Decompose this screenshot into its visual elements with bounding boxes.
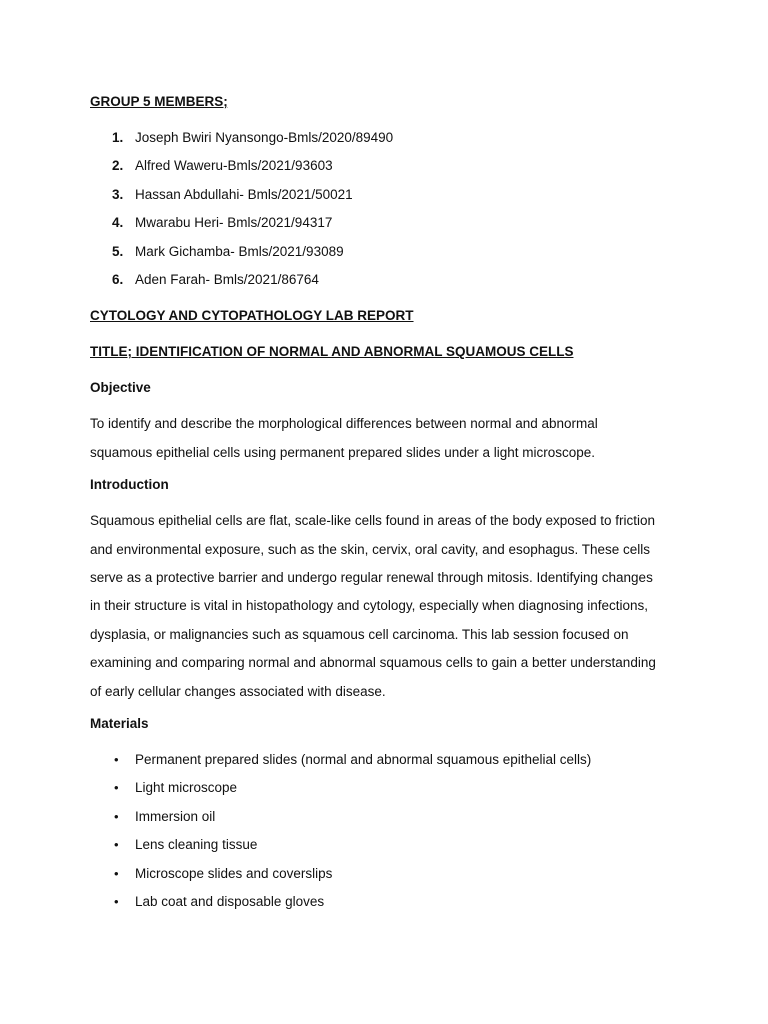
list-number: 2.: [112, 158, 124, 174]
introduction-heading: Introduction: [90, 477, 169, 493]
list-item: [90, 807, 680, 835]
member-text: Aden Farah- Bmls/2021/86764: [135, 271, 319, 287]
materials-list: [90, 750, 680, 920]
list-item: [90, 835, 680, 863]
objective-heading: Objective: [90, 380, 151, 396]
objective-paragraph: [90, 410, 680, 467]
member-text: Mark Gichamba- Bmls/2021/93089: [135, 243, 344, 259]
materials-heading: Materials: [90, 716, 149, 731]
list-number: 5.: [112, 243, 124, 259]
list-number: 6.: [112, 271, 124, 287]
paragraph-line: and environmental exposure, such as the skin, cervix, oral cavity, and esophagus. These cells: [90, 541, 651, 557]
paragraph-line: To identify and describe the morphological differences between normal and abnormal: [90, 416, 598, 432]
members-list: [90, 128, 680, 298]
bullet-icon: •: [114, 808, 119, 824]
list-number: 3.: [112, 186, 124, 202]
list-number: 4.: [112, 215, 124, 231]
paragraph-line: Squamous epithelial cells are flat, scale-like cells found in areas of the body exposed to friction: [90, 513, 656, 529]
list-item: [90, 213, 680, 241]
list-item: [90, 242, 680, 270]
list-item: [90, 128, 680, 156]
list-number: 1.: [112, 130, 124, 145]
paragraph-line: serve as a protective barrier and undergo regular renewal through mitosis. Identifying changes: [90, 569, 653, 585]
material-text: Lab coat and disposable gloves: [135, 893, 325, 909]
group-heading: GROUP 5 MEMBERS;: [90, 94, 228, 109]
material-text: Light microscope: [135, 780, 238, 796]
list-item: [90, 156, 680, 184]
paragraph-line: squamous epithelial cells using permanent prepared slides under a light microscope.: [90, 444, 596, 460]
list-item: [90, 270, 680, 298]
bullet-icon: •: [114, 837, 119, 853]
bullet-icon: •: [114, 865, 119, 881]
member-text: Mwarabu Heri- Bmls/2021/94317: [135, 215, 333, 231]
introduction-paragraph: [90, 507, 680, 706]
list-item: [90, 892, 680, 920]
bullet-icon: •: [114, 780, 119, 796]
material-text: Immersion oil: [135, 808, 216, 824]
list-item: [90, 778, 680, 806]
list-item: [90, 185, 680, 213]
report-title: CYTOLOGY AND CYTOPATHOLOGY LAB REPORT: [90, 308, 414, 324]
list-item: [90, 750, 680, 778]
list-item: [90, 864, 680, 892]
material-text: Permanent prepared slides (normal and abnormal squamous epithelial cells): [135, 752, 592, 767]
bullet-icon: •: [114, 893, 119, 909]
member-text: Alfred Waweru-Bmls/2021/93603: [135, 158, 333, 174]
paragraph-line: examining and comparing normal and abnormal squamous cells to gain a better understanding: [90, 655, 656, 671]
paragraph-line: in their structure is vital in histopathology and cytology, especially when diagnosing infections,: [90, 598, 649, 614]
member-text: Joseph Bwiri Nyansongo-Bmls/2020/89490: [135, 130, 394, 145]
paragraph-line: dysplasia, or malignancies such as squamous cell carcinoma. This lab session focused on: [90, 626, 629, 642]
material-text: Microscope slides and coverslips: [135, 865, 333, 881]
document-content: [90, 92, 680, 920]
title-heading: TITLE; IDENTIFICATION OF NORMAL AND ABNORMAL SQUAMOUS CELLS: [90, 344, 574, 360]
member-text: Hassan Abdullahi- Bmls/2021/50021: [135, 186, 353, 202]
paragraph-line: of early cellular changes associated with disease.: [90, 683, 386, 699]
bullet-icon: •: [114, 752, 119, 767]
material-text: Lens cleaning tissue: [135, 837, 258, 853]
